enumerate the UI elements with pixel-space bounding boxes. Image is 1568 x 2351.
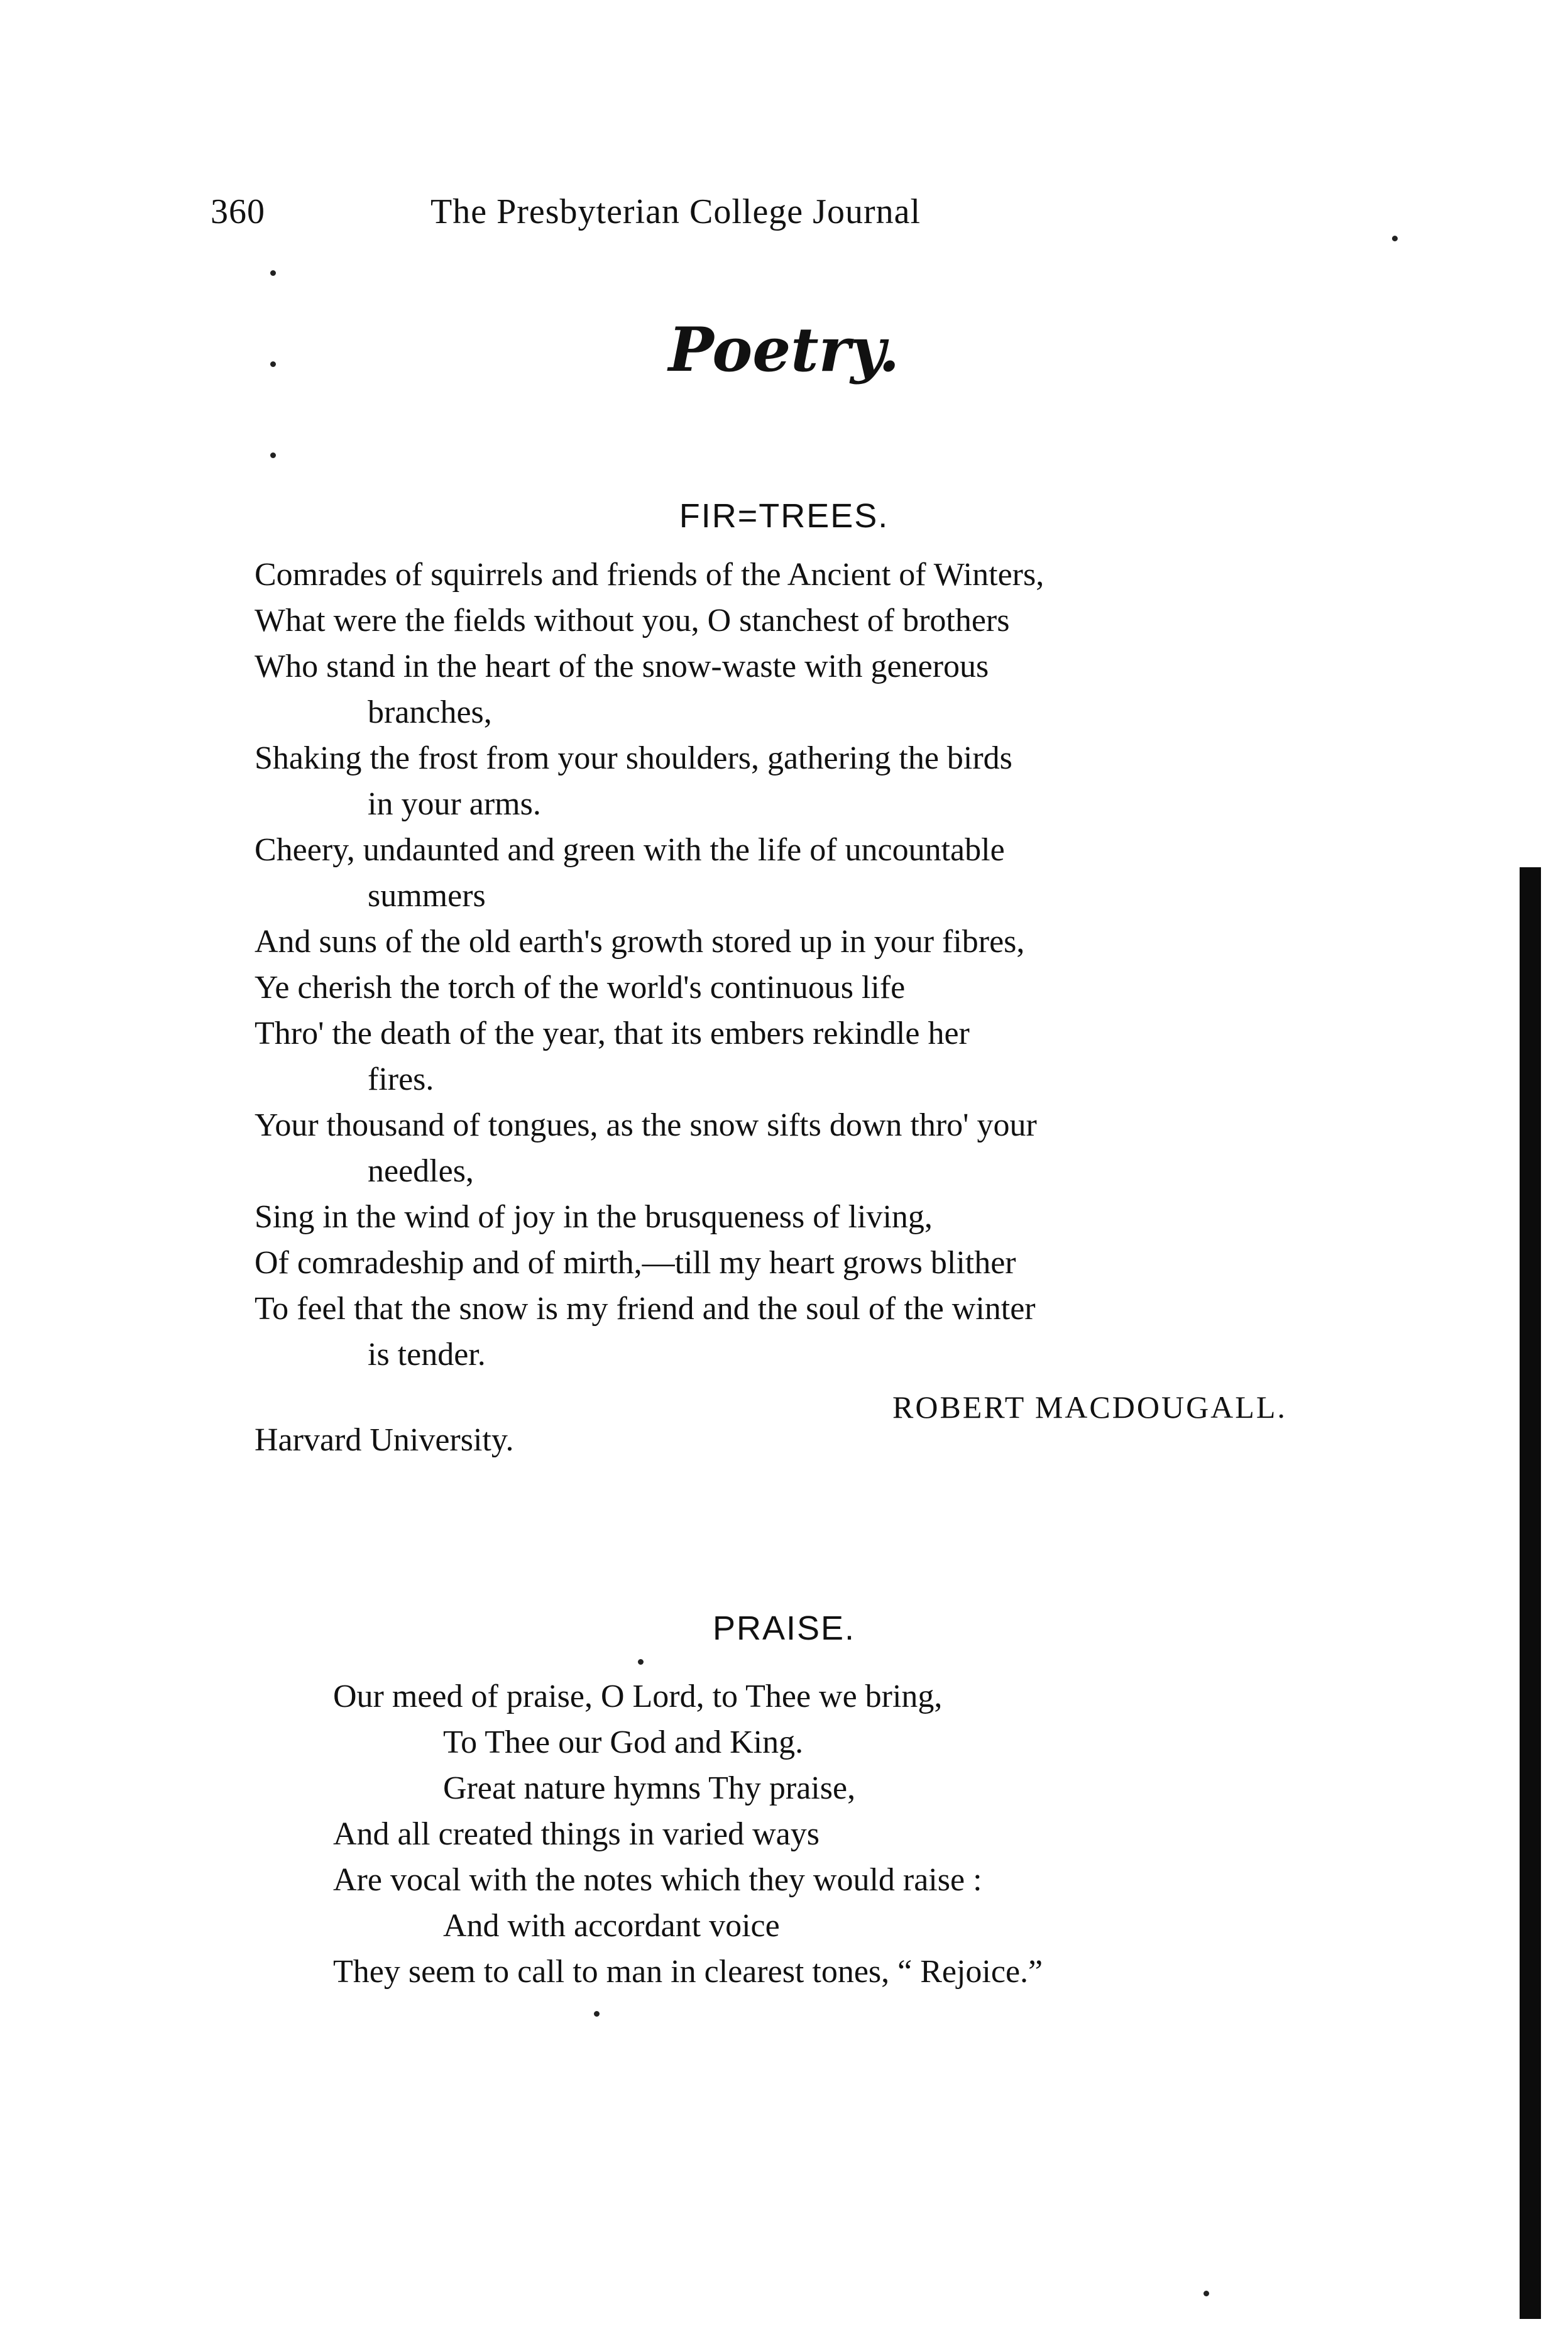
poem-line: They seem to call to man in clearest tones, “ Rejoice.”: [333, 1954, 1043, 1990]
scan-margin-bar: [1520, 867, 1541, 2319]
scan-speck: [270, 452, 276, 458]
poem-line: To feel that the snow is my friend and the soul of the winter: [255, 1291, 1036, 1327]
poem-line: What were the fields without you, O stanchest of brothers: [255, 603, 1010, 638]
poem-affiliation: Harvard University.: [255, 1422, 514, 1458]
journal-title: The Presbyterian College Journal: [430, 192, 921, 231]
poem-line: Comrades of squirrels and friends of the Ancient of Winters,: [255, 557, 1044, 593]
poem-title-praise: PRAISE.: [712, 1609, 856, 1647]
poem-line: Your thousand of tongues, as the snow sifts down thro' your: [255, 1107, 1037, 1143]
scan-speck: [594, 2011, 600, 2017]
scan-speck: [638, 1659, 644, 1665]
section-title: Poetry.: [668, 314, 900, 385]
scan-speck: [1392, 236, 1398, 241]
poem-line: Our meed of praise, O Lord, to Thee we bring,: [333, 1679, 943, 1714]
poem-line: Of comradeship and of mirth,—till my heart grows blither: [255, 1245, 1016, 1281]
poem-line-continuation: is tender.: [368, 1337, 486, 1373]
poem-line: And all created things in varied ways: [333, 1816, 820, 1852]
scan-speck: [270, 361, 276, 367]
poem-line: Thro' the death of the year, that its embers rekindle her: [255, 1016, 970, 1051]
poem-line-continuation: branches,: [368, 694, 492, 730]
poem-line: Cheery, undaunted and green with the life of uncountable: [255, 832, 1005, 868]
scan-speck: [1203, 2291, 1209, 2296]
poem-line: Are vocal with the notes which they would raise :: [333, 1862, 982, 1898]
poem-line: Ye cherish the torch of the world's continuous life: [255, 970, 906, 1006]
poem-line: Who stand in the heart of the snow-waste with generous: [255, 649, 989, 684]
poem-line-indented: Great nature hymns Thy praise,: [443, 1770, 856, 1806]
scan-speck: [270, 270, 276, 276]
page-number: 360: [211, 192, 265, 231]
poem-line: Shaking the frost from your shoulders, gathering the birds: [255, 740, 1012, 776]
poem-line: And suns of the old earth's growth stored up in your fibres,: [255, 924, 1025, 960]
poem-line-indented: To Thee our God and King.: [443, 1724, 804, 1760]
poem-line-indented: And with accordant voice: [443, 1908, 780, 1944]
poem-line-continuation: summers: [368, 878, 486, 914]
poem-line-continuation: in your arms.: [368, 786, 541, 822]
poem-line-continuation: needles,: [368, 1153, 474, 1189]
poem-line: Sing in the wind of joy in the brusqueness of living,: [255, 1199, 933, 1235]
poem-line-continuation: fires.: [368, 1061, 434, 1097]
poem-title-fir-trees: FIR=TREES.: [679, 497, 889, 535]
poem-author: ROBERT MACDOUGALL.: [892, 1389, 1287, 1425]
